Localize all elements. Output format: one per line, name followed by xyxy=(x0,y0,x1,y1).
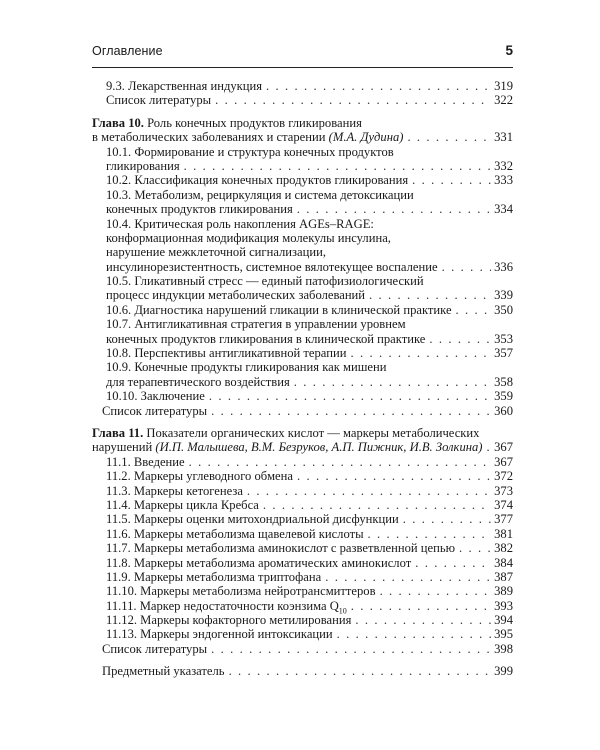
toc-page-number: 374 xyxy=(494,497,513,512)
toc-entry[interactable]: 9.3. Лекарственная индукция . . . 319 xyxy=(92,79,513,93)
toc-page-number: 332 xyxy=(494,158,513,173)
toc-page-number: 367 xyxy=(494,440,513,455)
chapter-authors: (М.А. Дудина) xyxy=(328,130,404,145)
toc-entry[interactable]: 10.5. Гликативный стресс — единый патофизиологический xyxy=(106,274,424,289)
toc-page-number: 394 xyxy=(494,613,513,628)
toc-entry[interactable]: нарушение межклеточной сигнализации, xyxy=(106,245,326,260)
chapter-10-title-line[interactable]: Глава 10. Роль конечных продуктов гликирования xyxy=(92,115,362,130)
toc-entry[interactable]: 10.2. Классификация конечных продуктов гликирования . . . 333 xyxy=(92,173,513,187)
toc-entry[interactable]: 11.6. Маркеры метаболизма щавелевой кислоты . . . 381 xyxy=(92,527,513,541)
toc-entry[interactable]: 11.12. Маркеры кофакторного метилирования . . . 394 xyxy=(92,613,513,627)
toc-page-number: 333 xyxy=(494,173,513,188)
toc-entry-subject-index[interactable]: Предметный указатель . . . 399 xyxy=(92,664,513,678)
toc-page-number: 373 xyxy=(494,483,513,498)
toc-entry[interactable]: 10.10. Заключение . . . 359 xyxy=(92,389,513,403)
running-header-title: Оглавление xyxy=(92,44,163,58)
page-number: 5 xyxy=(505,43,513,58)
toc-entry[interactable]: конечных продуктов гликирования в клинической практике . . . 353 xyxy=(92,332,513,346)
toc-entry[interactable]: конформационная модификация молекулы инсулина, xyxy=(106,230,391,245)
toc-entry[interactable]: 11.1. Введение . . . 367 xyxy=(92,455,513,469)
toc-page-number: 399 xyxy=(494,664,513,679)
toc-page-number: 367 xyxy=(494,454,513,469)
toc-page-number: 393 xyxy=(494,598,513,613)
toc-entry[interactable]: процесс индукции метаболических заболеваний . . . 339 xyxy=(92,288,513,302)
toc-entry[interactable]: 11.2. Маркеры углеводного обмена . . . 372 xyxy=(92,469,513,483)
toc-page-number: 398 xyxy=(494,641,513,656)
chapter-11-title-line[interactable]: нарушений (И.П. Малышева, В.М. Безруков, А.П. Пижник, И.В. Золкина) . . . 367 xyxy=(92,440,513,454)
toc-entry[interactable]: конечных продуктов гликирования . . . 334 xyxy=(92,202,513,216)
toc-entry[interactable]: 11.4. Маркеры цикла Кребса . . . 374 xyxy=(92,498,513,512)
running-header xyxy=(92,44,513,62)
toc-entry[interactable]: для терапевтического воздействия . . . 358 xyxy=(92,375,513,389)
toc-entry[interactable]: 10.4. Критическая роль накопления AGEs–RAGE: xyxy=(106,216,374,231)
toc-entry[interactable]: 10.9. Конечные продукты гликирования как мишени xyxy=(106,360,387,375)
toc-page-number: 334 xyxy=(494,202,513,217)
toc-page-number: 382 xyxy=(494,541,513,556)
chapter-label: Глава 11. xyxy=(92,425,144,440)
toc-page-number: 350 xyxy=(494,302,513,317)
table-of-contents xyxy=(92,79,513,679)
toc-entry[interactable]: 10.6. Диагностика нарушений гликации в клинической практике . . . 350 xyxy=(92,303,513,317)
header-rule xyxy=(92,67,513,68)
toc-page-number: 319 xyxy=(494,79,513,93)
toc-entry[interactable]: Список литературы . . . 398 xyxy=(92,642,513,656)
toc-page-number: 360 xyxy=(494,403,513,418)
toc-page-number: 381 xyxy=(494,526,513,541)
toc-page-number: 322 xyxy=(494,93,513,108)
chapter-11-title-line[interactable]: Глава 11. Показатели органических кислот — маркеры метаболических xyxy=(92,425,480,440)
toc-page-number: 389 xyxy=(494,584,513,599)
toc-entry[interactable]: 10.7. Антигликативная стратегия в управлении уровнем xyxy=(106,317,406,332)
chapter-authors: (И.П. Малышева, В.М. Безруков, А.П. Пижник, И.В. Золкина) xyxy=(155,440,483,455)
toc-entry[interactable]: 11.5. Маркеры оценки митохондриальной дисфункции . . . 377 xyxy=(92,512,513,526)
toc-entry[interactable]: 10.1. Формирование и структура конечных продуктов xyxy=(106,144,394,159)
toc-page-number: 359 xyxy=(494,389,513,404)
toc-entry[interactable]: гликирования . . . 332 xyxy=(92,159,513,173)
toc-entry[interactable]: 11.13. Маркеры эндогенной интоксикации . . . 395 xyxy=(92,627,513,641)
toc-page-number: 358 xyxy=(494,374,513,389)
toc-page-number: 339 xyxy=(494,288,513,303)
toc-entry[interactable]: Список литературы . . . 360 xyxy=(92,404,513,418)
toc-page-number: 336 xyxy=(494,259,513,274)
toc-entry[interactable]: 11.11. Маркер недостаточности коэнзима $Q_{10}$ . . . 393 xyxy=(92,599,513,613)
toc-page-number: 372 xyxy=(494,469,513,484)
toc-page-number: 357 xyxy=(494,346,513,361)
toc-page-number: 353 xyxy=(494,331,513,346)
toc-entry[interactable]: 11.3. Маркеры кетогенеза . . . 373 xyxy=(92,484,513,498)
toc-page-number: 387 xyxy=(494,569,513,584)
toc-page-number: 377 xyxy=(494,512,513,527)
toc-entry[interactable]: 11.7. Маркеры метаболизма аминокислот с разветвленной цепью . . . 382 xyxy=(92,541,513,555)
toc-page-number: 395 xyxy=(494,627,513,642)
chapter-label: Глава 10. xyxy=(92,115,144,130)
toc-entry[interactable]: 11.9. Маркеры метаболизма триптофана . . . 387 xyxy=(92,570,513,584)
toc-entry[interactable]: 11.8. Маркеры метаболизма ароматических аминокислот . . . 384 xyxy=(92,556,513,570)
toc-page-number: 331 xyxy=(494,130,513,145)
toc-entry[interactable]: 10.8. Перспективы антигликативной терапии . . . 357 xyxy=(92,346,513,360)
toc-entry[interactable]: 11.10. Маркеры метаболизма нейротрансмиттеров . . . 389 xyxy=(92,584,513,598)
toc-entry[interactable]: инсулинорезистентность, системное вялотекущее воспаление . . . 336 xyxy=(92,260,513,274)
toc-entry[interactable]: Список литературы . . . 322 xyxy=(92,93,513,107)
toc-page-number: 384 xyxy=(494,555,513,570)
chapter-10-title-line[interactable]: в метаболических заболеваниях и старении (М.А. Дудина) . . . 331 xyxy=(92,130,513,144)
toc-entry[interactable]: 10.3. Метаболизм, рециркуляция и система детоксикации xyxy=(106,187,414,202)
